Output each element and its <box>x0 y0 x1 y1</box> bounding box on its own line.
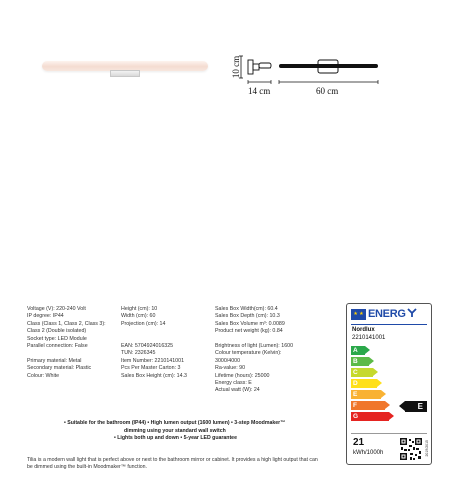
energy-class-bar-g: G <box>351 412 389 421</box>
feature-line: • Lights both up and down • 5-year LED guarantee <box>114 435 237 442</box>
spec-height: Height (cm): 10 <box>121 306 158 312</box>
spec-sales-box-height: Sales Box Height (cm): 14.3 <box>121 372 187 379</box>
energy-class-bar-f: F <box>351 401 385 410</box>
spec-secondary-material: Secondary material: Plastic <box>27 365 92 372</box>
eu-flag-icon: ★ ★ <box>351 309 366 320</box>
spec-gap <box>27 350 123 357</box>
spec-brightness: Brightness of light (Lumen): 1600 <box>215 343 294 350</box>
spec-gap <box>215 336 335 343</box>
description-line: be dimmed using the built-in Moodmaker™ function. <box>27 464 147 471</box>
energy-class-bar-b: B <box>351 357 369 366</box>
energy-label-header <box>351 308 427 323</box>
feature-line: • Suitable for the bathroom (IP44) • High lumen output (1600 lumen) • 3-step Moodmaker™ <box>64 420 286 426</box>
energy-label-divider <box>351 324 427 325</box>
energy-consumption-unit: kWh/1000h <box>353 450 384 456</box>
energy-label-separator <box>351 433 427 434</box>
spec-projection: Projection (cm): 14 <box>121 320 166 327</box>
lamp-wall-mount <box>110 70 140 77</box>
feature-list <box>64 420 334 443</box>
spec-energy-class: Energy class: E <box>215 380 252 387</box>
spec-lifetime: Lifetime (hours): 25000 <box>215 372 270 379</box>
spec-column-electrical <box>27 306 123 380</box>
spec-parallel-connection: Parallel connection: False <box>27 343 88 350</box>
spec-colour: Colour: White <box>27 372 60 379</box>
energy-class-bar-a: A <box>351 346 365 355</box>
energy-label-brand: Nordlux <box>352 327 375 333</box>
depth-dimension-label: 14 cm <box>248 86 271 96</box>
energy-class-bar-d: D <box>351 379 377 388</box>
spec-sales-box-depth: Sales Box Depth (cm): 10.3 <box>215 313 280 320</box>
spec-tun: TUN: 2326345 <box>121 350 156 357</box>
spec-class: Class (Class 1, Class 2, Class 3): <box>27 320 106 327</box>
feature-line: dimming using your standard wall switch <box>124 427 226 434</box>
spec-ip-degree: IP degree: IP44 <box>27 313 64 320</box>
energy-label-regulation-code: 2019/2015 <box>425 440 429 457</box>
height-dimension-label: 10 cm <box>231 55 242 79</box>
spec-socket-type: Socket type: LED Module <box>27 335 87 342</box>
dimension-drawing <box>228 48 388 98</box>
spec-ra-value: Ra-value: 90 <box>215 365 246 372</box>
energy-label-title: ENERG <box>368 308 417 320</box>
spec-voltage: Voltage (V): 220-240 Volt <box>27 306 86 312</box>
spec-pcs-per-carton: Pcs Per Master Carton: 3 <box>121 365 181 372</box>
energy-label-model: 2210141001 <box>352 335 386 341</box>
spec-column-dimensions <box>121 306 213 380</box>
energy-y-icon <box>407 308 417 318</box>
spec-gap <box>121 336 213 343</box>
spec-colour-temperature-value: 3000/4000 <box>215 357 241 364</box>
spec-sales-box-volume: Sales Box Volume m³: 0.0089 <box>215 320 285 327</box>
description-line: Tilia is a modern wall light that is perfect above or next to the bathroom mirror or cabinet. It provides a high light output that can <box>27 457 318 463</box>
width-dimension-label: 60 cm <box>316 86 339 96</box>
energy-class-bar-c: C <box>351 368 373 377</box>
product-description <box>27 457 327 472</box>
spec-net-weight: Product net weight (kg): 0.84 <box>215 328 283 335</box>
qr-code-icon <box>399 437 423 461</box>
energy-consumption-value: 21 <box>353 437 365 448</box>
spec-actual-watt: Actual watt (W): 24 <box>215 387 260 394</box>
energy-rating-arrow: E <box>405 401 427 412</box>
spec-gap <box>121 328 213 335</box>
spec-item-number: Item Number: 2210141001 <box>121 357 185 364</box>
spec-column-packaging-light <box>215 306 335 395</box>
spec-ean: EAN: 5704924016325 <box>121 343 174 349</box>
spec-primary-material: Primary material: Metal <box>27 357 82 364</box>
spec-class-value: Class 2 (Double isolated) <box>27 328 87 335</box>
spec-sales-box-width: Sales Box Width(cm): 60.4 <box>215 306 278 312</box>
spec-width: Width (cm): 60 <box>121 313 156 320</box>
energy-class-bar-e: E <box>351 390 381 399</box>
energy-label <box>346 303 432 465</box>
spec-colour-temperature: Colour temperature (Kelvin): <box>215 350 282 357</box>
